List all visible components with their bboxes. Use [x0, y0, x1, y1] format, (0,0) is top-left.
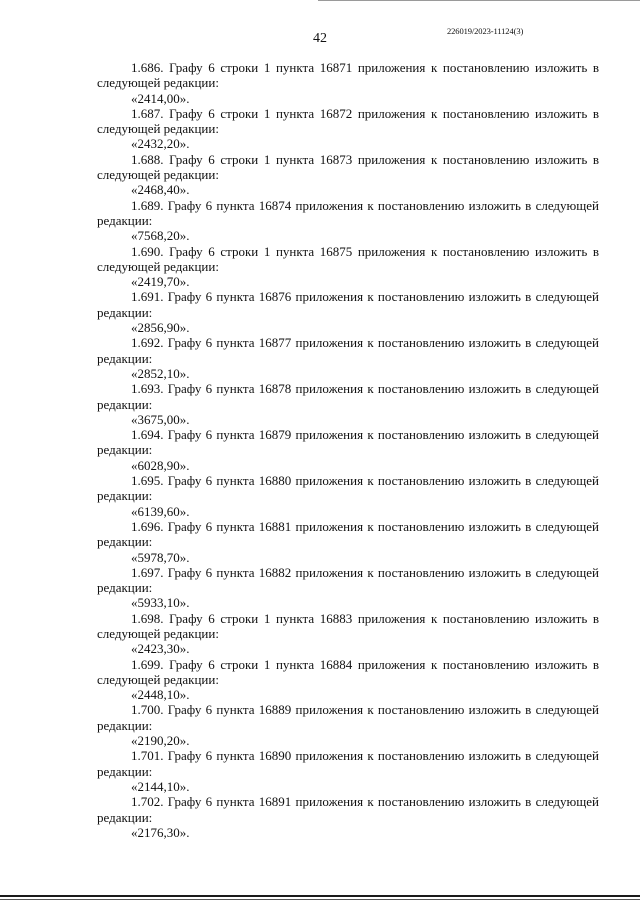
- amendment-item: [97, 473, 599, 519]
- amendment-value: «7568,20».: [131, 228, 190, 244]
- amendment-value: «2414,00».: [131, 90, 190, 106]
- amendment-value: «2856,90».: [131, 320, 190, 336]
- top-scan-rule: [318, 0, 640, 1]
- amendment-text: 1.699. Графу 6 строки 1 пункта 16884 приложения к постановлению изложить в следующей редакции:: [97, 656, 599, 687]
- amendment-value: «6139,60».: [131, 503, 190, 519]
- amendment-text: 1.689. Графу 6 пункта 16874 приложения к постановлению изложить в следующей редакции:: [97, 197, 599, 228]
- amendment-item: [97, 794, 599, 840]
- amendment-value: «2468,40».: [131, 182, 190, 198]
- amendment-value: «6028,90».: [131, 457, 190, 473]
- document-code: 226019/2023-11124(3): [447, 26, 524, 36]
- amendment-item: [97, 335, 599, 381]
- amendment-item: [97, 198, 599, 244]
- amendment-value: «3675,00».: [131, 411, 190, 427]
- amendment-text: 1.692. Графу 6 пункта 16877 приложения к постановлению изложить в следующей редакции:: [97, 335, 599, 366]
- amendment-value: «5933,10».: [131, 595, 190, 611]
- amendment-text: 1.690. Графу 6 строки 1 пункта 16875 приложения к постановлению изложить в следующей редакции:: [97, 243, 599, 274]
- amendment-item: [97, 519, 599, 565]
- amendment-text: 1.697. Графу 6 пункта 16882 приложения к постановлению изложить в следующей редакции:: [97, 564, 599, 596]
- amendment-item: [97, 565, 599, 611]
- amendment-value: «5978,70».: [131, 549, 190, 565]
- bottom-scan-rule-thin: [0, 899, 640, 900]
- amendment-text: 1.696. Графу 6 пункта 16881 приложения к постановлению изложить в следующей редакции:: [97, 518, 599, 550]
- amendment-item: [97, 381, 599, 427]
- amendment-value: «2432,20».: [131, 136, 190, 152]
- amendment-text: 1.702. Графу 6 пункта 16891 приложения к постановлению изложить в следующей редакции:: [97, 794, 599, 825]
- amendment-text: 1.694. Графу 6 пункта 16879 приложения к постановлению изложить в следующей редакции:: [97, 427, 599, 458]
- amendment-item: [97, 60, 599, 106]
- amendment-text: 1.691. Графу 6 пункта 16876 приложения к постановлению изложить в следующей редакции:: [97, 289, 599, 320]
- document-body: [97, 60, 599, 840]
- amendment-item: [97, 106, 599, 152]
- amendment-value: «2852,10».: [131, 365, 190, 381]
- amendment-item: [97, 748, 599, 794]
- amendment-item: [97, 427, 599, 473]
- page-number: 42: [313, 31, 327, 46]
- amendment-text: 1.687. Графу 6 строки 1 пункта 16872 приложения к постановлению изложить в следующей редакции:: [97, 105, 599, 137]
- amendment-text: 1.701. Графу 6 пункта 16890 приложения к постановлению изложить в следующей редакции:: [97, 748, 599, 779]
- amendment-value: «2419,70».: [131, 274, 190, 290]
- amendment-value: «2448,10».: [131, 687, 190, 703]
- amendment-value: «2190,20».: [131, 733, 190, 749]
- amendment-value: «2423,30».: [131, 641, 190, 657]
- amendment-value: «2144,10».: [131, 778, 190, 794]
- amendment-text: 1.698. Графу 6 строки 1 пункта 16883 приложения к постановлению изложить в следующей редакции:: [97, 610, 599, 641]
- amendment-text: 1.686. Графу 6 строки 1 пункта 16871 приложения к постановлению изложить в следующей редакции:: [97, 60, 599, 91]
- amendment-item: [97, 152, 599, 198]
- amendment-item: [97, 657, 599, 703]
- amendment-text: 1.695. Графу 6 пункта 16880 приложения к постановлению изложить в следующей редакции:: [97, 473, 599, 504]
- amendment-text: 1.688. Графу 6 строки 1 пункта 16873 приложения к постановлению изложить в следующей редакции:: [97, 151, 599, 183]
- amendment-text: 1.693. Графу 6 пункта 16878 приложения к постановлению изложить в следующей редакции:: [97, 381, 599, 412]
- amendment-item: [97, 611, 599, 657]
- bottom-scan-rule: [0, 895, 640, 897]
- amendment-item: [97, 289, 599, 335]
- amendment-item: [97, 244, 599, 290]
- amendment-text: 1.700. Графу 6 пункта 16889 приложения к постановлению изложить в следующей редакции:: [97, 702, 599, 733]
- amendment-item: [97, 702, 599, 748]
- amendment-value: «2176,30».: [131, 824, 190, 840]
